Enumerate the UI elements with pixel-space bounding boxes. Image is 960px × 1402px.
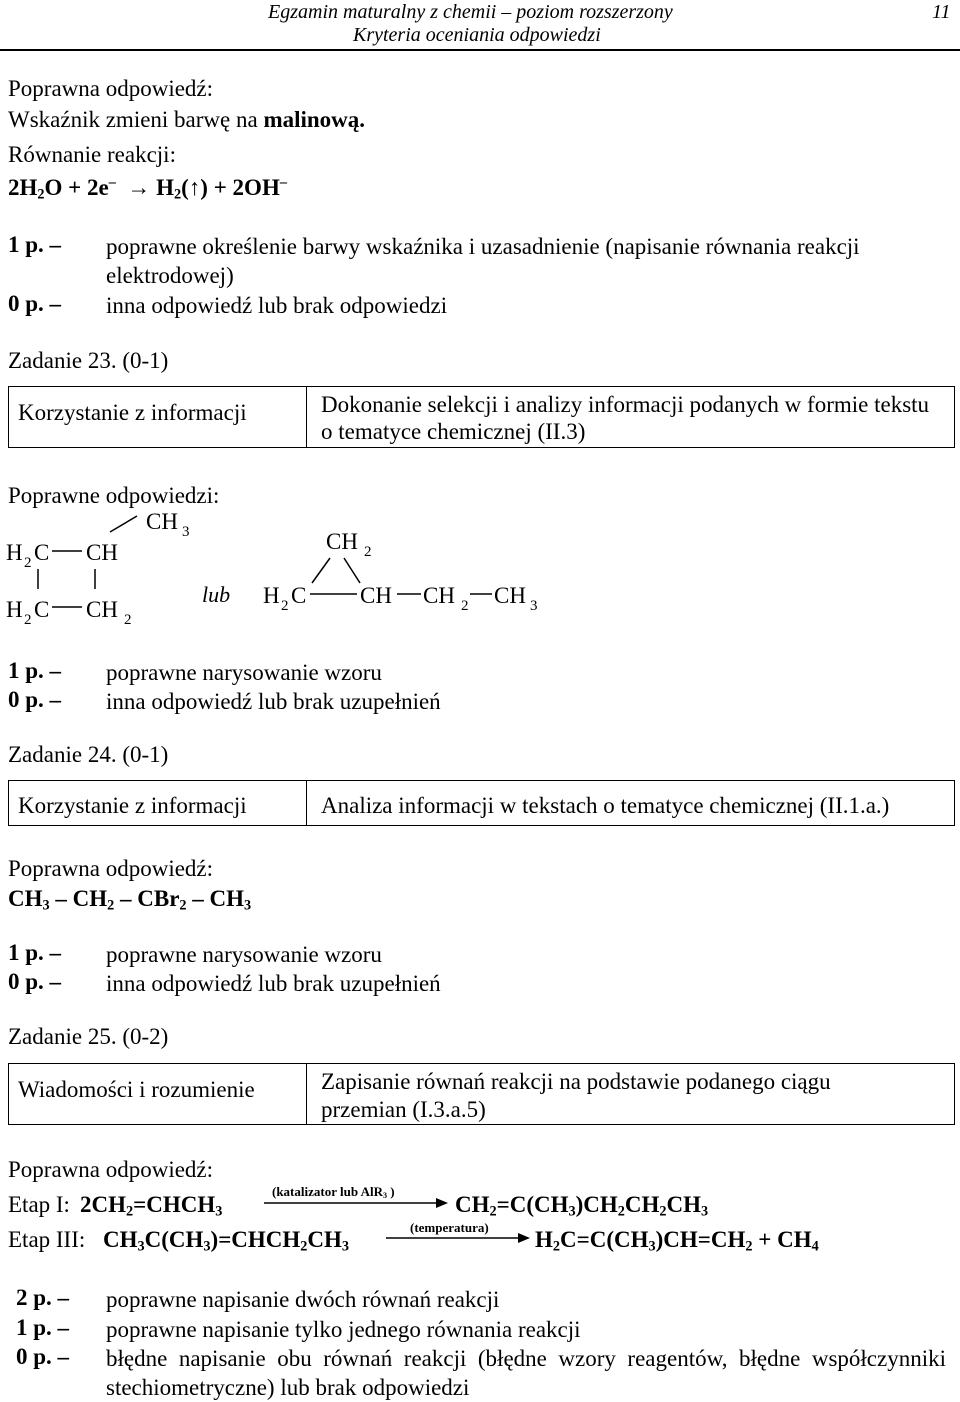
criteria-text: inna odpowiedź lub brak uzupełnień [106,971,441,996]
table-divider [306,387,307,447]
task-25-category: Wiadomości i rozumienie [18,1077,255,1102]
header-rule [0,49,960,51]
criteria-text: inna odpowiedź lub brak uzupełnień [106,689,441,714]
header-title: Egzamin maturalny z chemii – poziom rozszerzony [268,1,673,23]
criteria-text: poprawne napisanie dwóch równań reakcji [106,1287,500,1312]
criteria-points: 1 p. – [8,940,62,965]
header-subtitle: Kryteria oceniania odpowiedzi [353,24,601,46]
svg-text:CH: CH [146,509,178,534]
task-25-title: Zadanie 25. (0-2) [8,1024,169,1049]
task-25-requirement: Zapisanie równań reakcji na podstawie podanego ciągu przemian (I.3.a.5) [321,1069,831,1122]
stage-3-product: $H_2C=C(CH_3)CH=CH_2 + CH_4$ [535,1227,819,1255]
svg-text:3: 3 [182,524,190,540]
equation-label: Równanie reakcji: [8,142,176,167]
criteria-points: 1 p. – [8,658,62,683]
stage-1-label: Etap I: [8,1192,70,1217]
cyclopropane-formula [263,529,538,614]
criteria-text: błędne napisanie obu równań reakcji (błędne wzory reagentów, błędne współczynniki stechiometryczne) lub brak odpowiedzi [106,1346,946,1400]
structural-formulas-23 [0,505,560,625]
stage-1-reactant: $2CH_2=CHCH_3$ [80,1192,223,1220]
criteria-text: poprawne określenie barwy wskaźnika i uzasadnienie (napisanie równania reakcji elektrodowej) [106,234,860,288]
task-23-category: Korzystanie z informacji [18,400,247,425]
answer-label-24: Poprawna odpowiedź: [8,856,214,881]
indicator-answer [8,108,365,131]
stage-1-arrow [262,1195,452,1211]
task-24-requirement: Analiza informacji w tekstach o tematyce chemicznej (II.1.a.) [321,793,890,818]
svg-text:2: 2 [124,612,132,625]
svg-text:CH: CH [326,529,358,554]
table-divider [306,781,307,825]
answer-label-23: Poprawne odpowiedzi: [8,483,220,508]
answer-label-25: Poprawna odpowiedź: [8,1157,214,1182]
task-23-table [8,386,955,448]
indicator-color: malinową. [263,107,366,132]
criteria-points: 0 p. – [8,291,62,316]
criteria-points: 0 p. – [16,1344,70,1369]
task-23-title: Zadanie 23. (0-1) [8,348,169,373]
page-number: 11 [932,1,951,23]
criteria-text: poprawne narysowanie wzoru [106,660,382,685]
svg-text:H: H [263,583,280,608]
criteria-text: poprawne narysowanie wzoru [106,942,382,967]
criteria-text: poprawne napisanie tylko jednego równania reakcji [106,1317,581,1342]
svg-text:2: 2 [24,555,32,571]
svg-text:3: 3 [530,598,538,614]
task-24-title: Zadanie 24. (0-1) [8,742,169,767]
svg-text:2: 2 [461,598,469,614]
or-word: lub [202,582,231,607]
svg-text:CH: CH [360,583,392,608]
svg-text:CH: CH [494,583,526,608]
svg-text:CH: CH [86,540,118,565]
indicator-answer-prefix: Wskaźnik zmieni barwę na [8,107,264,132]
criteria-points: 1 p. – [8,232,62,257]
stage-1-product: $CH_2=C(CH_3)CH_2CH_2CH_3$ [455,1192,709,1220]
svg-text:H: H [6,540,23,565]
criteria-points: 0 p. – [8,687,62,712]
criteria-text: inna odpowiedź lub brak odpowiedzi [106,293,448,318]
task-25-table [8,1063,955,1125]
task-24-table [8,780,955,826]
svg-text:H: H [6,597,23,622]
stage-3-condition: (temperatura) [410,1220,489,1235]
criteria-points: 2 p. – [16,1285,70,1310]
dibromobutane-formula: $CH_3 - CH_2 - CBr_2 - CH_3$ [8,886,252,914]
stage-3-arrow [384,1230,534,1246]
svg-text:2: 2 [24,612,32,625]
criteria-points: 0 p. – [8,969,62,994]
svg-text:CH: CH [423,583,455,608]
criteria-points: 1 p. – [16,1315,70,1340]
stage-3-reactant: $CH_3C(CH_3)=CHCH_2CH_3$ [103,1227,350,1255]
svg-text:C: C [34,540,50,565]
stage-1-condition-text: (katalizator lub AlR [272,1184,383,1199]
answer-label-22: Poprawna odpowiedź: [8,76,214,101]
svg-text:2: 2 [281,598,289,614]
task-24-category: Korzystanie z informacji [18,793,247,818]
stage-1-condition: (katalizator lub AlR$_3$ ) [272,1184,395,1200]
table-divider [306,1064,307,1124]
task-23-requirement: Dokonanie selekcji i analizy informacji podanych w formie tekstu o tematyce chemicznej (II.3) [321,392,930,444]
electrode-equation: $2H_2O + 2e^-$ → $H_2(↑) + 2OH^-$ [8,174,287,203]
svg-text:C: C [291,583,307,608]
cyclobutane-formula [6,509,190,625]
svg-text:2: 2 [364,544,372,560]
svg-text:CH: CH [86,597,118,622]
svg-text:C: C [34,597,50,622]
stage-3-label: Etap III: [8,1227,86,1252]
